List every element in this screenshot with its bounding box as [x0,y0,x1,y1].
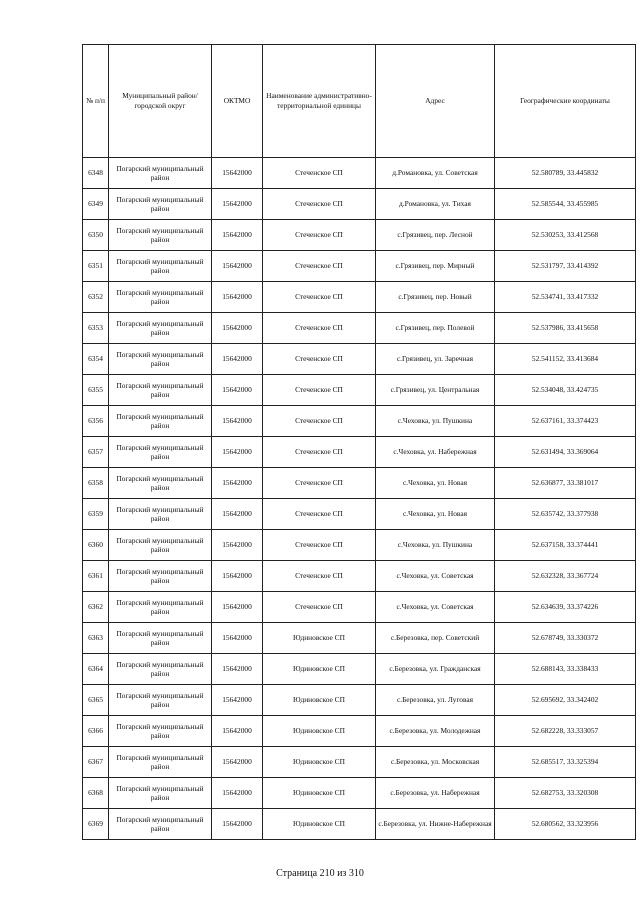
address-cell: с.Березовка, ул. Московская [376,747,495,778]
row-number: 6362 [83,592,109,623]
oktmo-cell: 15642000 [212,747,263,778]
municipality-cell: Погарский муниципальный район [109,778,212,809]
table-row [83,375,636,406]
table-row [83,313,636,344]
coordinates-cell: 52.631494, 33.369064 [495,437,636,468]
coordinates-cell: 52.530253, 33.412568 [495,220,636,251]
table-row [83,592,636,623]
address-cell: с.Грязивец, пер. Лесной [376,220,495,251]
admin-unit-cell: Стеченское СП [263,437,376,468]
municipality-cell: Погарский муниципальный район [109,468,212,499]
municipality-cell: Погарский муниципальный район [109,282,212,313]
oktmo-cell: 15642000 [212,437,263,468]
admin-unit-cell: Юдиновское СП [263,747,376,778]
coordinates-cell: 52.682228, 33.333057 [495,716,636,747]
address-cell: с.Грязивец, ул. Заречная [376,344,495,375]
table-row [83,220,636,251]
table-row [83,685,636,716]
municipality-cell: Погарский муниципальный район [109,685,212,716]
municipality-cell: Погарский муниципальный район [109,158,212,189]
municipality-cell: Погарский муниципальный район [109,623,212,654]
admin-unit-cell: Юдиновское СП [263,685,376,716]
table-row [83,499,636,530]
oktmo-cell: 15642000 [212,189,263,220]
municipality-cell: Погарский муниципальный район [109,344,212,375]
table-row [83,468,636,499]
admin-unit-cell: Юдиновское СП [263,654,376,685]
municipality-cell: Погарский муниципальный район [109,747,212,778]
row-number: 6359 [83,499,109,530]
oktmo-cell: 15642000 [212,499,263,530]
admin-unit-cell: Стеченское СП [263,592,376,623]
table-row [83,282,636,313]
row-number: 6350 [83,220,109,251]
municipality-cell: Погарский муниципальный район [109,437,212,468]
admin-unit-cell: Стеченское СП [263,282,376,313]
address-cell: д.Романовка, ул. Тихая [376,189,495,220]
row-number: 6353 [83,313,109,344]
oktmo-cell: 15642000 [212,809,263,840]
table-row [83,158,636,189]
oktmo-cell: 15642000 [212,375,263,406]
coordinates-cell: 52.685517, 33.325394 [495,747,636,778]
admin-unit-cell: Юдиновское СП [263,716,376,747]
municipality-cell: Погарский муниципальный район [109,220,212,251]
header-oktmo: ОКТМО [212,45,263,158]
row-number: 6357 [83,437,109,468]
admin-unit-cell: Стеченское СП [263,499,376,530]
admin-unit-cell: Юдиновское СП [263,778,376,809]
row-number: 6352 [83,282,109,313]
coordinates-cell: 52.537986, 33.415658 [495,313,636,344]
address-cell: с.Чеховка, ул. Новая [376,499,495,530]
coordinates-cell: 52.534741, 33.417332 [495,282,636,313]
municipality-cell: Погарский муниципальный район [109,189,212,220]
header-number: № п/п [83,45,109,158]
coordinates-cell: 52.580789, 33.445832 [495,158,636,189]
municipality-cell: Погарский муниципальный район [109,499,212,530]
oktmo-cell: 15642000 [212,406,263,437]
table-row [83,251,636,282]
oktmo-cell: 15642000 [212,592,263,623]
table-row [83,747,636,778]
address-cell: с.Грязивец, пер. Полевой [376,313,495,344]
oktmo-cell: 15642000 [212,530,263,561]
coordinates-cell: 52.688143, 33.338433 [495,654,636,685]
page-number: Страница 210 из 310 [276,868,364,879]
oktmo-cell: 15642000 [212,468,263,499]
admin-unit-cell: Стеченское СП [263,344,376,375]
oktmo-cell: 15642000 [212,220,263,251]
municipality-cell: Погарский муниципальный район [109,654,212,685]
row-number: 6356 [83,406,109,437]
address-cell: с.Чеховка, ул. Пушкина [376,530,495,561]
admin-unit-cell: Стеченское СП [263,251,376,282]
municipality-cell: Погарский муниципальный район [109,251,212,282]
admin-unit-cell: Стеченское СП [263,220,376,251]
address-cell: с.Березовка, ул. Нижне-Набережная [376,809,495,840]
row-number: 6351 [83,251,109,282]
row-number: 6358 [83,468,109,499]
oktmo-cell: 15642000 [212,344,263,375]
municipality-cell: Погарский муниципальный район [109,375,212,406]
address-cell: с.Березовка, ул. Гражданская [376,654,495,685]
address-cell: с.Чеховка, ул. Новая [376,468,495,499]
address-cell: с.Чеховка, ул. Пушкина [376,406,495,437]
row-number: 6349 [83,189,109,220]
table-row [83,437,636,468]
admin-unit-cell: Стеченское СП [263,530,376,561]
admin-unit-cell: Стеченское СП [263,375,376,406]
row-number: 6355 [83,375,109,406]
row-number: 6348 [83,158,109,189]
oktmo-cell: 15642000 [212,778,263,809]
row-number: 6363 [83,623,109,654]
coordinates-cell: 52.636877, 33.381017 [495,468,636,499]
oktmo-cell: 15642000 [212,623,263,654]
admin-unit-cell: Юдиновское СП [263,623,376,654]
coordinates-cell: 52.637158, 33.374441 [495,530,636,561]
oktmo-cell: 15642000 [212,654,263,685]
row-number: 6361 [83,561,109,592]
coordinates-cell: 52.635742, 33.377938 [495,499,636,530]
row-number: 6366 [83,716,109,747]
row-number: 6354 [83,344,109,375]
municipality-cell: Погарский муниципальный район [109,716,212,747]
table-row [83,561,636,592]
table-row [83,654,636,685]
coordinates-cell: 52.634639, 33.374226 [495,592,636,623]
coordinates-cell: 52.632328, 33.367724 [495,561,636,592]
address-cell: с.Чеховка, ул. Советская [376,561,495,592]
coordinates-cell: 52.541152, 33.413684 [495,344,636,375]
table-header-row [83,45,636,158]
municipality-cell: Погарский муниципальный район [109,561,212,592]
address-cell: с.Грязивец, ул. Центральная [376,375,495,406]
oktmo-cell: 15642000 [212,313,263,344]
admin-unit-cell: Юдиновское СП [263,809,376,840]
oktmo-cell: 15642000 [212,716,263,747]
admin-unit-cell: Стеченское СП [263,189,376,220]
oktmo-cell: 15642000 [212,282,263,313]
admin-unit-cell: Стеченское СП [263,468,376,499]
row-number: 6368 [83,778,109,809]
oktmo-cell: 15642000 [212,251,263,282]
table-row [83,530,636,561]
address-cell: с.Березовка, ул. Луговая [376,685,495,716]
address-cell: с.Грязивец, пер. Мирный [376,251,495,282]
table-row [83,778,636,809]
registry-table [82,44,636,840]
address-cell: с.Грязивец, пер. Новый [376,282,495,313]
row-number: 6365 [83,685,109,716]
admin-unit-cell: Стеченское СП [263,158,376,189]
row-number: 6360 [83,530,109,561]
municipality-cell: Погарский муниципальный район [109,530,212,561]
address-cell: с.Чеховка, ул. Набережная [376,437,495,468]
address-cell: с.Березовка, пер. Советский [376,623,495,654]
coordinates-cell: 52.678749, 33.330372 [495,623,636,654]
table-row [83,189,636,220]
coordinates-cell: 52.534048, 33.424735 [495,375,636,406]
coordinates-cell: 52.682753, 33.320308 [495,778,636,809]
admin-unit-cell: Стеченское СП [263,406,376,437]
row-number: 6367 [83,747,109,778]
address-cell: д.Романовка, ул. Советская [376,158,495,189]
admin-unit-cell: Стеченское СП [263,561,376,592]
municipality-cell: Погарский муниципальный район [109,809,212,840]
table-row [83,623,636,654]
coordinates-cell: 52.695692, 33.342402 [495,685,636,716]
row-number: 6364 [83,654,109,685]
municipality-cell: Погарский муниципальный район [109,592,212,623]
header-address: Адрес [376,45,495,158]
address-cell: с.Березовка, ул. Молодежная [376,716,495,747]
oktmo-cell: 15642000 [212,158,263,189]
municipality-cell: Погарский муниципальный район [109,406,212,437]
header-admin-unit: Наименование административно-территориальной единицы [263,45,376,158]
municipality-cell: Погарский муниципальный район [109,313,212,344]
address-cell: с.Березовка, ул. Набережная [376,778,495,809]
admin-unit-cell: Стеченское СП [263,313,376,344]
address-cell: с.Чеховка, ул. Советская [376,592,495,623]
coordinates-cell: 52.680562, 33.323956 [495,809,636,840]
oktmo-cell: 15642000 [212,685,263,716]
row-number: 6369 [83,809,109,840]
header-municipality: Муниципальный район/городской округ [109,45,212,158]
oktmo-cell: 15642000 [212,561,263,592]
table-row [83,406,636,437]
coordinates-cell: 52.531797, 33.414392 [495,251,636,282]
table-row [83,809,636,840]
coordinates-cell: 52.637161, 33.374423 [495,406,636,437]
coordinates-cell: 52.585544, 33.455985 [495,189,636,220]
table-row [83,344,636,375]
header-coordinates: Географические координаты [495,45,636,158]
table-row [83,716,636,747]
table-body [83,158,636,840]
